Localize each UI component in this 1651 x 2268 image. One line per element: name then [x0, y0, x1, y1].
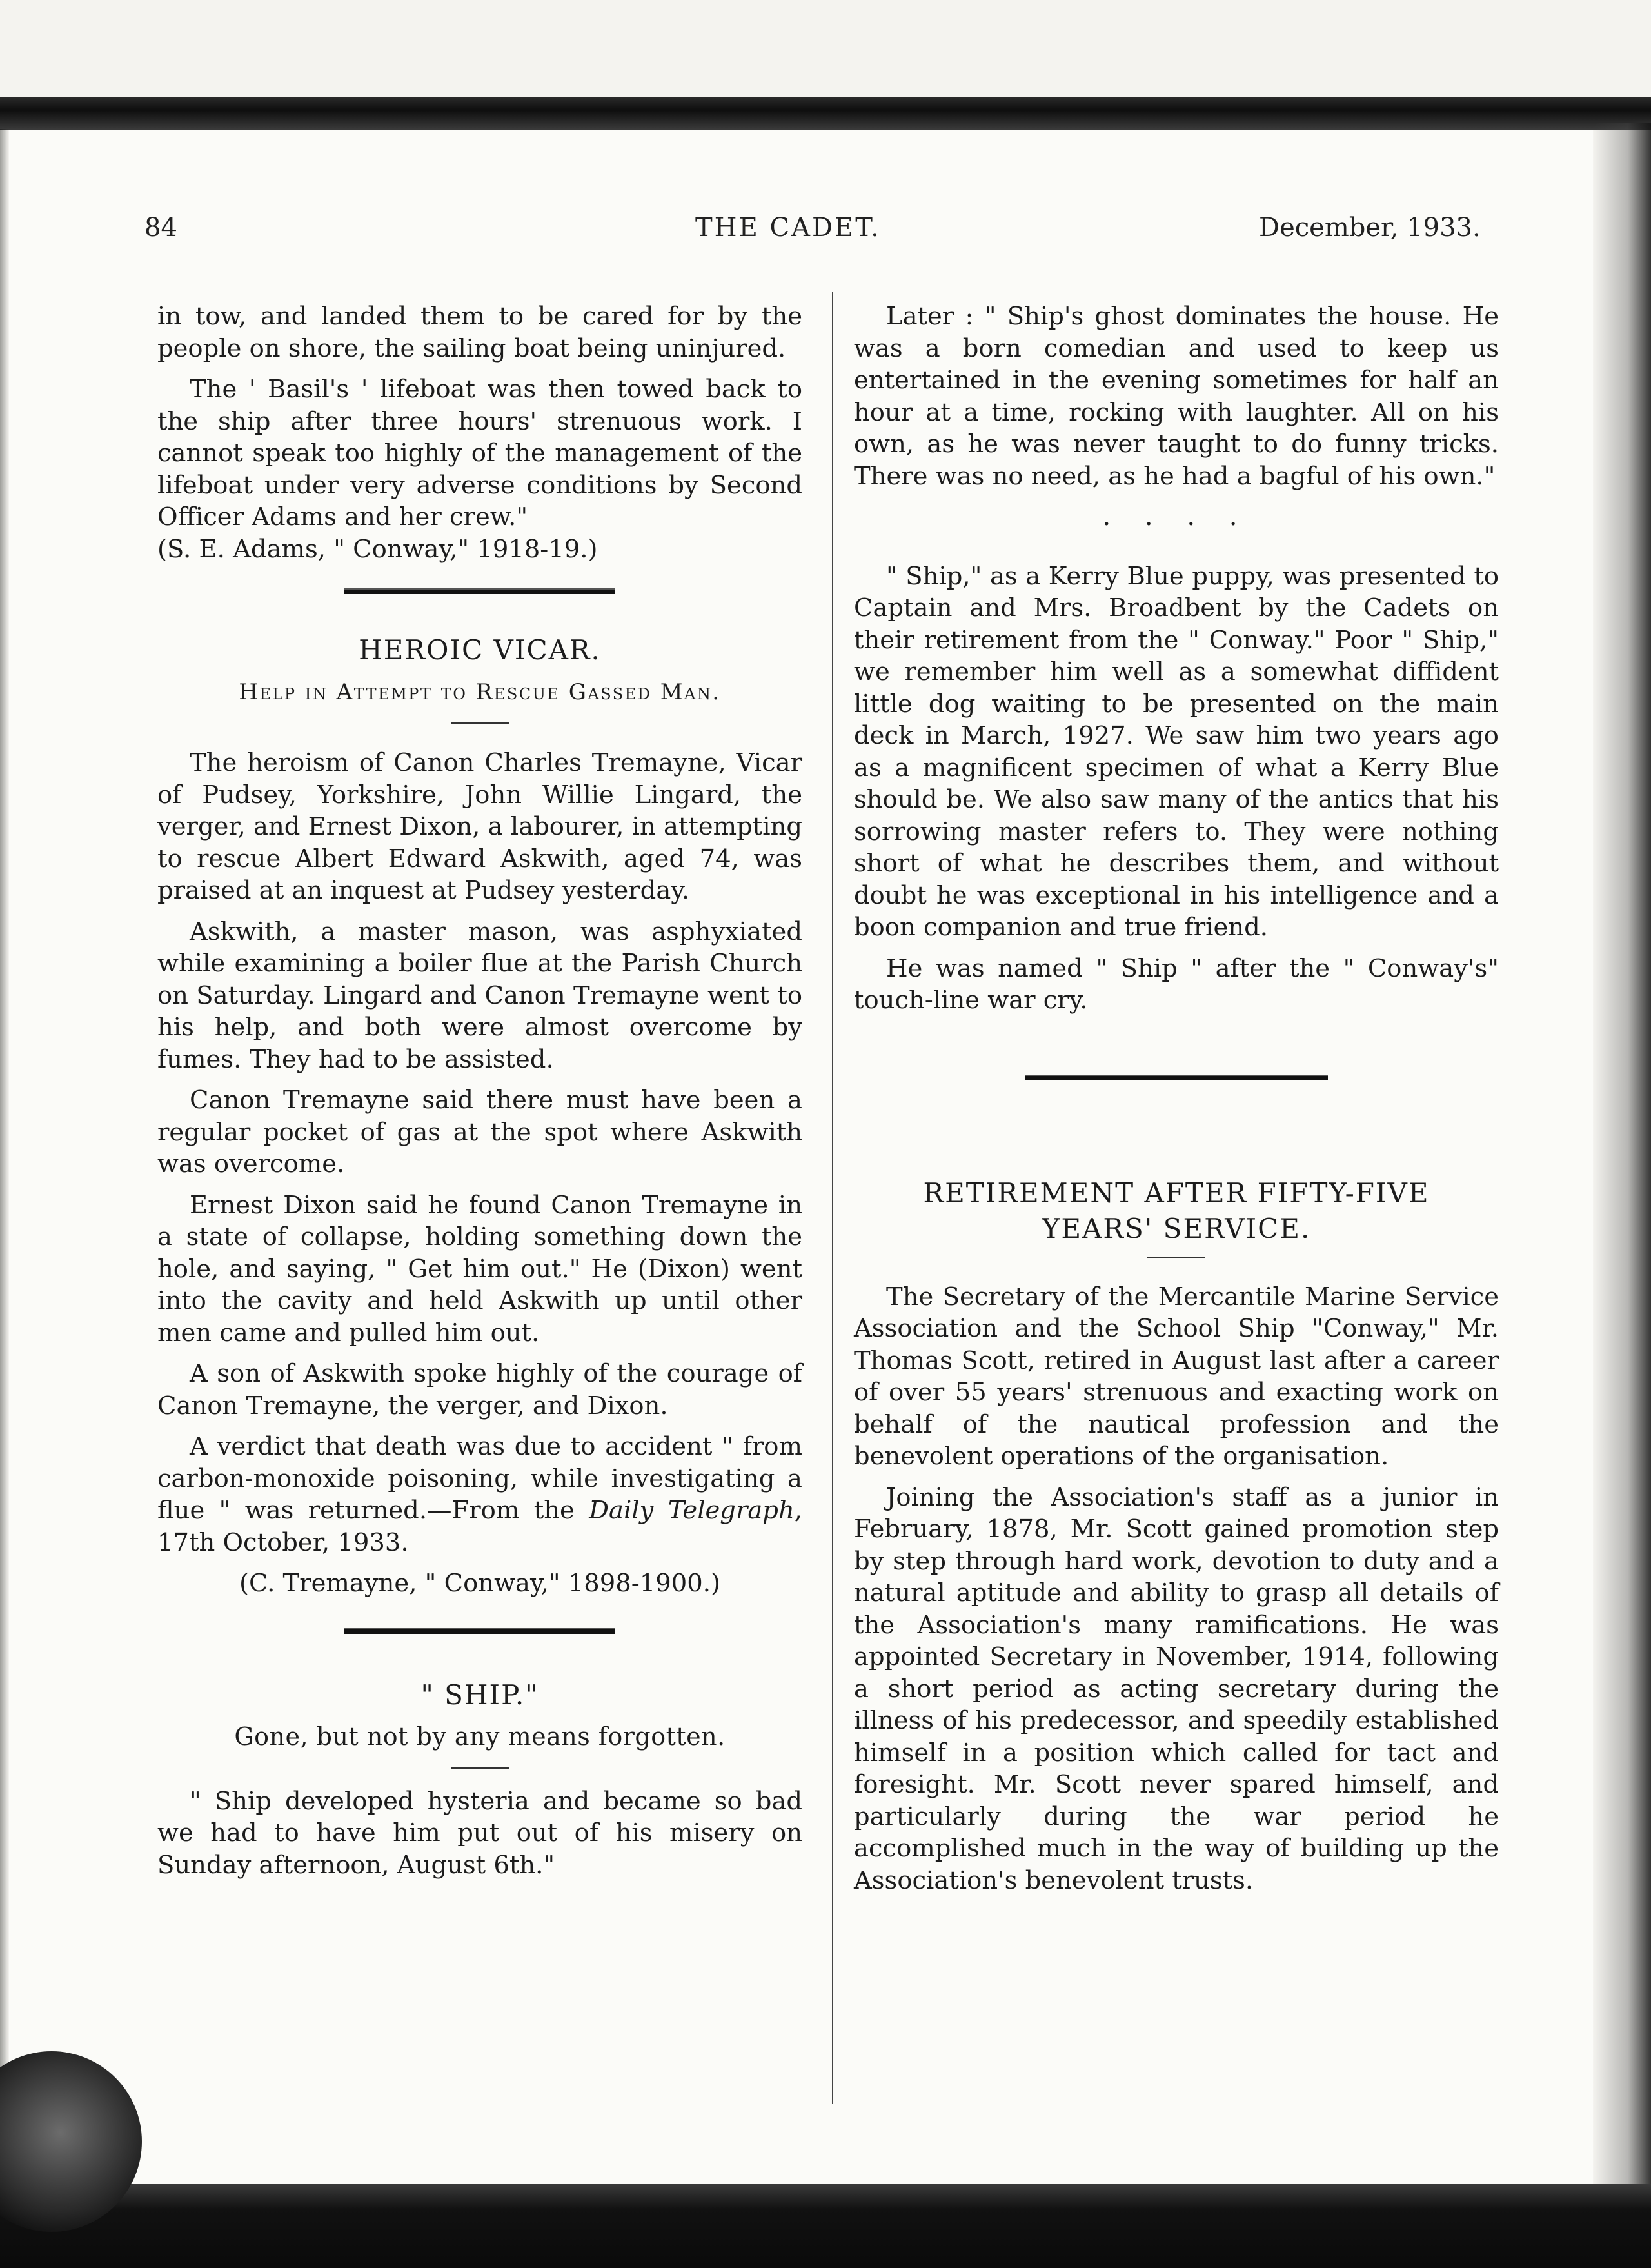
journal-title: THE CADET.	[695, 213, 881, 243]
article-title-retirement: RETIREMENT AFTER FIFTY-FIVE	[923, 1177, 1430, 1209]
section-divider	[344, 1628, 615, 1634]
article-paragraph: Canon Tremayne said there must have been a regular pocket of gas at the spot where Askwith was overcome.	[157, 1086, 802, 1179]
article-subtitle: Help in Attempt to Rescue Gassed Man.	[239, 679, 721, 705]
issue-date: December, 1933.	[1259, 213, 1481, 243]
article-subtitle: Gone, but not by any means forgotten.	[234, 1722, 726, 1751]
scan-shadow-left	[0, 129, 9, 2187]
short-rule	[451, 1767, 509, 1769]
ship-paragraph: Later : " Ship's ghost dominates the house. He was a born comedian and used to keep us entertained in the evening sometimes for half an hour at a time, rocking with laughter. All on his own, as he was never taught to do funny tricks. There was no need, as he had a bagful of his own."	[854, 302, 1499, 491]
article-paragraph: Ernest Dixon said he found Canon Tremayne in a state of collapse, holding something down the hole, and saying, " Get him out." He (Dixon) went into the cavity and held Askwith up until other men came and pulled him out.	[157, 1190, 802, 1348]
spacer	[854, 545, 1499, 561]
section-dots: . . . .	[1102, 502, 1251, 532]
scan-shadow-right	[1593, 123, 1651, 2187]
article-paragraph: The heroism of Canon Charles Tremayne, Vicar of Pudsey, Yorkshire, John Willie Lingard, the verger, and Ernest Dixon, a labourer, in attempting to rescue Albert Edward Askwith, aged 74, was praised at an inquest at Pudsey yesterday.	[157, 748, 802, 905]
article-citation: (C. Tremayne, " Conway," 1898-1900.)	[239, 1569, 721, 1598]
article-title-retirement-line2: YEARS' SERVICE.	[1042, 1213, 1311, 1244]
column-divider	[832, 292, 833, 2104]
article-paragraph: Joining the Association's staff as a junior in February, 1878, Mr. Scott gained promotion step by step through hard work, devotion to duty and a natural aptitude and ability to grasp all details of the Association's many ramifications. He was appointed Secretary in November, 1914, following a short period as acting secretary during the illness of his predecessor, and speedily established himself in a position which called for tact and foresight. Mr. Scott never spared himself, and particularly during the war period he accomplished much in the way of building up the Association's benevolent trusts.	[854, 1482, 1499, 1895]
section-divider	[344, 588, 615, 594]
article-paragraph: " Ship developed hysteria and became so bad we had to have him put out of his misery on Sunday afternoon, August 6th."	[157, 1786, 802, 1880]
ship-note-paragraph: He was named " Ship " after the " Conway's" touch-line war cry.	[854, 953, 1499, 1015]
verdict-source: Daily Telegraph	[589, 1496, 795, 1525]
left-column	[157, 301, 802, 1890]
scan-border-top	[0, 97, 1651, 130]
article-paragraph: Askwith, a master mason, was asphyxiated while examining a boiler flue at the Parish Church on Saturday. Lingard and Canon Tremayne went to his help, and both were almost overcome by fumes. They had to be assisted.	[157, 917, 802, 1074]
article-paragraph: A son of Askwith spoke highly of the courage of Canon Tremayne, the verger, and Dixon.	[157, 1359, 802, 1420]
page-number: 84	[144, 213, 177, 243]
continuation-paragraph: The ' Basil's ' lifeboat was then towed back to the ship after three hours' strenuous work. I cannot speak too highly of the management of the lifeboat under very adverse conditions by Second Officer Adams and her crew."	[157, 375, 802, 532]
continuation-citation: (S. E. Adams, " Conway," 1918-19.)	[157, 534, 598, 564]
verdict-text: A verdict that death was due to accident " from carbon-monoxide poisoning, while investigating a flue " was returned.—From the	[157, 1432, 802, 1525]
article-title-ship: " SHIP."	[420, 1678, 539, 1711]
short-rule	[1147, 1257, 1205, 1258]
ship-note-paragraph: " Ship," as a Kerry Blue puppy, was presented to Captain and Mrs. Broadbent by the Cadets on their retirement from the " Conway." Poor " Ship," we remember him well as a somewhat diffident little dog waiting to be presented on the main deck in March, 1927. We saw him two years ago as a magnificent specimen of what a Kerry Blue should be. We also saw many of the antics that his sorrowing master refers to. They were nothing short of what he describes them, and without doubt he was exceptional in his intelligence and a boon companion and true friend.	[854, 561, 1499, 942]
section-divider	[1025, 1075, 1328, 1080]
right-column	[854, 301, 1499, 1905]
article-title-heroic-vicar: HEROIC VICAR.	[359, 634, 601, 666]
short-rule	[451, 722, 509, 724]
verdict-date: , 17th October, 1933.	[157, 1496, 803, 1557]
running-head	[0, 213, 1651, 252]
continuation-paragraph: in tow, and landed them to be cared for by the people on shore, the sailing boat being uninjured.	[157, 302, 802, 363]
scan-border-bottom	[0, 2184, 1651, 2268]
article-paragraph: The Secretary of the Mercantile Marine Service Association and the School Ship "Conway," Mr. Thomas Scott, retired in August last after a career of over 55 years' strenuous and exacting work on behalf of the nautical profession and the benevolent operations of the organisation.	[854, 1282, 1499, 1471]
verdict-paragraph	[157, 1431, 802, 1558]
